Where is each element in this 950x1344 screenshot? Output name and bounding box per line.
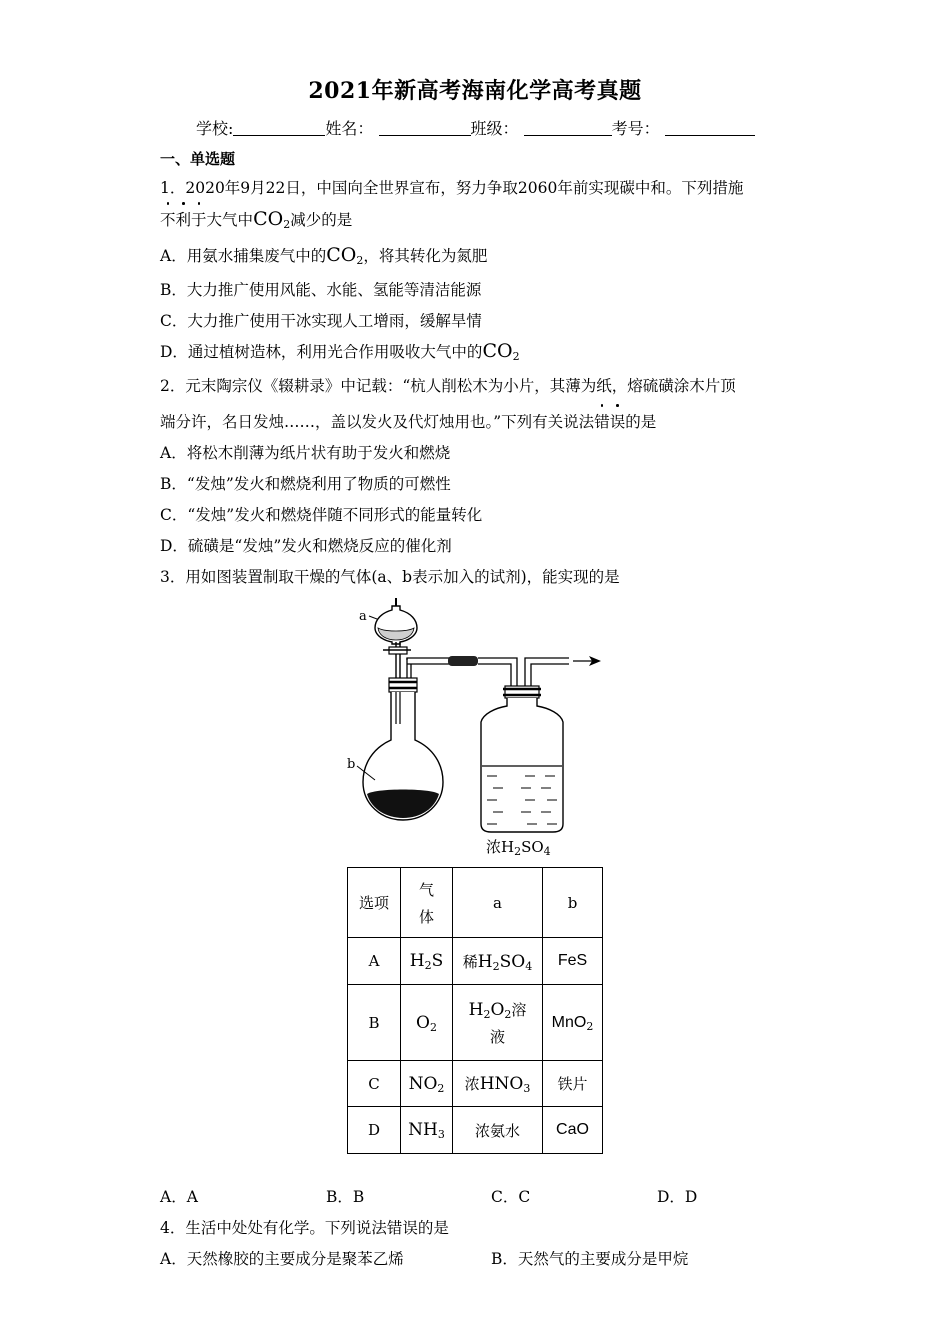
- header-gas-line1: 气: [418, 880, 434, 899]
- formula: HNO: [479, 1074, 524, 1094]
- emphasis-char: 误: [610, 410, 626, 432]
- subscript: 2: [356, 254, 364, 267]
- school-blank[interactable]: [233, 119, 325, 136]
- q2-stem-line2: [160, 410, 656, 432]
- formula: H: [477, 951, 493, 972]
- student-info-line: [196, 116, 755, 139]
- class-blank[interactable]: [524, 119, 612, 136]
- formula: O: [416, 1012, 430, 1033]
- class-label: 班级：: [470, 119, 519, 138]
- gas-apparatus-diagram: [345, 598, 615, 860]
- id-label: 考号：: [611, 119, 660, 138]
- header-cell: 选项: [348, 868, 401, 938]
- emphasis-char: 不: [160, 208, 176, 230]
- solid-reagent-b: [367, 790, 439, 819]
- subscript: 2: [424, 959, 432, 972]
- id-blank[interactable]: [665, 119, 755, 136]
- q1-option-a[interactable]: [160, 244, 487, 266]
- row-reagent-a: [453, 938, 543, 985]
- q4-option-a[interactable]: A．天然橡胶的主要成分是聚苯乙烯: [160, 1250, 404, 1268]
- row-option: C: [348, 1061, 401, 1107]
- formula: NH: [408, 1120, 438, 1140]
- flask-stopper: [389, 678, 417, 692]
- subscript: 2: [429, 1020, 437, 1034]
- q1-stem-end: 减少的是: [290, 211, 353, 229]
- row-reagent-b: [543, 985, 603, 1061]
- row-option: B: [348, 985, 401, 1061]
- table-row[interactable]: [348, 1061, 603, 1107]
- formula: NO: [408, 1073, 438, 1094]
- table-row[interactable]: [348, 985, 603, 1061]
- q2-option-b[interactable]: B．“发烛”发火和燃烧利用了物质的可燃性: [160, 475, 451, 493]
- q1-stem-text: 大气中: [206, 211, 254, 229]
- table-row[interactable]: [348, 1107, 603, 1154]
- reagent-text: 溶: [511, 1000, 527, 1019]
- table-header-row: [348, 868, 603, 938]
- row-reagent-b: FeS: [543, 938, 603, 985]
- school-label: 学校:: [196, 119, 234, 138]
- header-gas-line2: 体: [418, 907, 434, 926]
- q1-option-d[interactable]: [160, 340, 520, 362]
- formula-co: CO: [253, 208, 284, 230]
- header-cell: a: [453, 868, 543, 938]
- row-reagent-b: 铁片: [543, 1061, 603, 1107]
- subscript: 2: [283, 218, 291, 231]
- q2-stem-line1: 2．元末陶宗仪《辍耕录》中记载：“杭人削松木为小片，其薄为纸，熔硫磺涂木片顶: [160, 377, 736, 395]
- formula: SO: [499, 951, 526, 972]
- subscript: 2: [437, 1081, 445, 1095]
- row-gas: [401, 938, 453, 985]
- emphasis-char: 于: [191, 208, 207, 230]
- q2-option-d[interactable]: D．硫磺是“发烛”发火和燃烧反应的催化剂: [160, 537, 452, 555]
- formula: H: [409, 951, 425, 971]
- emphasis-char: 错: [594, 410, 610, 432]
- row-gas: [401, 1061, 453, 1107]
- formula-co: CO: [482, 340, 513, 362]
- formula: S: [431, 951, 444, 971]
- q3-answer-a[interactable]: A．A: [160, 1188, 198, 1206]
- q3-answer-b[interactable]: B．B: [326, 1188, 365, 1206]
- formula-co: CO: [326, 244, 357, 266]
- q2-stem-end: 的是: [625, 413, 657, 431]
- header-cell: b: [543, 868, 603, 938]
- formula: MnO: [551, 1014, 587, 1031]
- options-table: [347, 867, 603, 1154]
- row-reagent-a: [453, 985, 543, 1061]
- subscript: 2: [586, 1020, 594, 1033]
- subscript: 3: [437, 1128, 445, 1141]
- q4-option-b[interactable]: B．天然气的主要成分是甲烷: [491, 1250, 689, 1268]
- q4-stem: 4．生活中处处有化学。下列说法错误的是: [160, 1219, 449, 1237]
- table-row[interactable]: [348, 938, 603, 985]
- option-text: A．用氨水捕集废气中的: [160, 247, 327, 265]
- reagent-text: 稀: [462, 952, 478, 971]
- emphasis-char: 利: [176, 208, 192, 230]
- subscript: 2: [492, 959, 500, 973]
- option-text: D．通过植树造林，利用光合作用吸收大气中的: [160, 343, 483, 361]
- subscript: 2: [512, 350, 520, 363]
- subscript: 3: [523, 1082, 531, 1095]
- reagent-text: 液: [489, 1027, 505, 1046]
- q1-option-c[interactable]: C．大力推广使用干冰实现人工增雨，缓解旱情: [160, 312, 482, 330]
- formula: H: [468, 999, 484, 1020]
- label-b: b: [347, 757, 356, 772]
- subscript: 2: [483, 1007, 491, 1021]
- q1-stem-line1: 1．2020年9月22日，中国向全世界宣布，努力争取2060年前实现碳中和。下列措施: [160, 179, 744, 197]
- q2-stem-text: 端分许，名日发烛……，盖以发火及代灯烛用也。”下列有关说法: [160, 413, 595, 431]
- label-a: a: [359, 609, 367, 624]
- name-label: 姓名：: [325, 119, 374, 138]
- subscript: 4: [543, 845, 551, 858]
- name-blank[interactable]: [379, 119, 471, 136]
- subscript: 2: [504, 1007, 512, 1021]
- subscript: 2: [514, 845, 522, 858]
- formula: O: [490, 999, 505, 1020]
- delivery-tube: [407, 658, 450, 664]
- caption-text: 浓H: [486, 838, 515, 856]
- section-title: 一、单选题: [160, 150, 236, 168]
- q1-option-b[interactable]: B．大力推广使用风能、水能、氢能等清洁能源: [160, 281, 482, 299]
- subscript: 4: [525, 959, 533, 973]
- option-text: ，将其转化为氮肥: [363, 247, 488, 265]
- q1-stem-line2: [160, 208, 352, 230]
- row-option: D: [348, 1107, 401, 1154]
- row-reagent-a: [453, 1061, 543, 1107]
- row-option: A: [348, 938, 401, 985]
- q3-answer-c[interactable]: C．C: [491, 1188, 531, 1206]
- row-reagent-a: 浓氨水: [453, 1107, 543, 1154]
- q2-option-a[interactable]: A．将松木削薄为纸片状有助于发火和燃烧: [160, 444, 451, 462]
- reagent-text: 浓: [464, 1075, 480, 1093]
- caption-text: SO: [521, 838, 544, 856]
- q2-option-c[interactable]: C．“发烛”发火和燃烧伴随不同形式的能量转化: [160, 506, 483, 524]
- figure-caption: [486, 836, 551, 857]
- rubber-connector: [448, 656, 478, 666]
- row-reagent-b: CaO: [543, 1107, 603, 1154]
- row-gas: [401, 1107, 453, 1154]
- header-cell: [401, 868, 453, 938]
- page-title: 2021年新高考海南化学高考真题: [308, 78, 642, 104]
- q3-stem: 3．用如图装置制取干燥的气体(a、b表示加入的试剂)，能实现的是: [160, 568, 620, 586]
- row-gas: [401, 985, 453, 1061]
- q3-answer-d[interactable]: D．D: [657, 1188, 698, 1206]
